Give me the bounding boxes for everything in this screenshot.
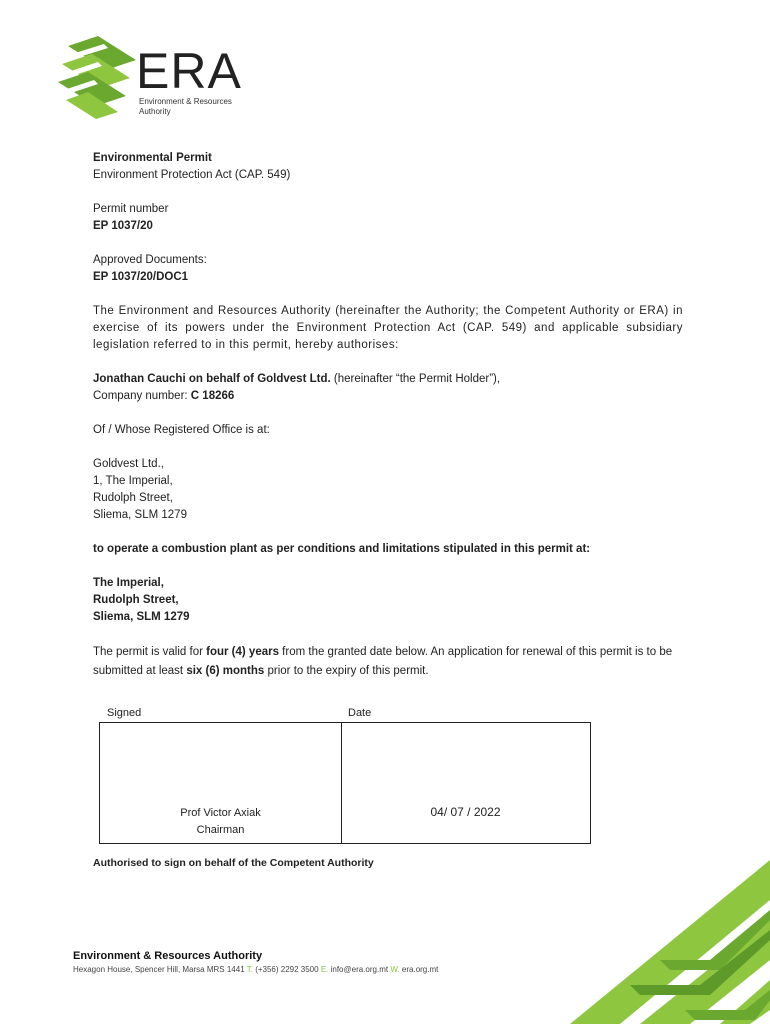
signature-cell — [100, 723, 342, 843]
permit-holder-suffix: (hereinafter “the Permit Holder”), — [330, 373, 501, 385]
authorised-note: Authorised to sign on behalf of the Competent Authority — [93, 857, 374, 869]
footer-address: Hexagon House, Spencer Hill, Marsa MRS 1441 — [73, 965, 245, 974]
era-logo — [58, 34, 248, 124]
era-logo-wordmark: ERA — [136, 43, 242, 99]
company-number-line — [93, 388, 683, 405]
footer-email[interactable]: info@era.org.mt — [330, 965, 389, 974]
permit-number-label: Permit number — [93, 203, 169, 215]
signer-name: Prof Victor Axiak — [180, 807, 261, 819]
footer-contact — [73, 964, 473, 975]
decorative-stripes-icon — [470, 860, 770, 1024]
permit-holder-line — [93, 371, 683, 388]
permit-number: EP 1037/20 — [93, 220, 153, 232]
date-value: 04/ 07 / 2022 — [430, 805, 501, 819]
footer — [73, 950, 473, 975]
footer-email-label: E. — [320, 965, 329, 974]
company-number: C 18266 — [190, 390, 235, 402]
signed-label: Signed — [107, 707, 142, 719]
approved-documents-label: Approved Documents: — [93, 254, 207, 266]
validity-text: prior to the expiry of this permit. — [264, 665, 429, 677]
footer-phone-label: T. — [246, 965, 253, 974]
authority-intro-paragraph: The Environment and Resources Authority (hereinafter the Authority; the Competent Authority or ERA) in exercise of its powers under the Environment Protection Act (CAP. 549) and applicable subsidiary legislation referred to in this permit, hereby authorises: — [93, 305, 683, 351]
date-cell — [342, 723, 589, 843]
office-address-line: Rudolph Street, — [93, 492, 173, 504]
signer-block — [100, 805, 341, 839]
footer-website-label: W. — [390, 965, 400, 974]
signature-table — [99, 722, 591, 844]
validity-text: from the granted date below. An application for renewal of this permit is to be submitted at least — [93, 646, 673, 677]
era-logo-subtitle — [139, 97, 232, 117]
operate-statement: to operate a combustion plant as per conditions and limitations stipulated in this permit at: — [93, 543, 591, 555]
act-reference: Environment Protection Act (CAP. 549) — [93, 169, 291, 181]
office-address-line: Sliema, SLM 1279 — [93, 509, 187, 521]
office-address-line: Goldvest Ltd., — [93, 458, 164, 470]
site-address-line: Sliema, SLM 1279 — [93, 611, 190, 623]
office-address-line: 1, The Imperial, — [93, 475, 173, 487]
footer-website[interactable]: era.org.mt — [401, 965, 439, 974]
validity-paragraph — [93, 643, 683, 681]
site-address-line: Rudolph Street, — [93, 594, 179, 606]
era-stripes-icon — [58, 34, 138, 119]
document-title: Environmental Permit — [93, 152, 212, 164]
validity-text: The permit is valid for — [93, 646, 207, 658]
company-number-label: Company number: — [93, 390, 191, 402]
footer-phone: (+356) 2292 3500 — [255, 965, 319, 974]
date-label: Date — [348, 707, 372, 719]
approved-documents-number: EP 1037/20/DOC1 — [93, 271, 189, 283]
validity-years: four (4) years — [206, 646, 279, 658]
signer-title: Chairman — [196, 824, 245, 836]
validity-months: six (6) months — [186, 665, 265, 677]
registered-office-label: Of / Whose Registered Office is at: — [93, 424, 270, 436]
permit-body — [93, 150, 683, 681]
footer-org: Environment & Resources Authority — [73, 950, 263, 962]
logo-subtitle-line2: Authority — [139, 107, 171, 116]
permit-holder-name: Jonathan Cauchi on behalf of Goldvest Ltd. — [93, 373, 331, 385]
site-address-line: The Imperial, — [93, 577, 164, 589]
logo-subtitle-line1: Environment & Resources — [139, 97, 232, 106]
